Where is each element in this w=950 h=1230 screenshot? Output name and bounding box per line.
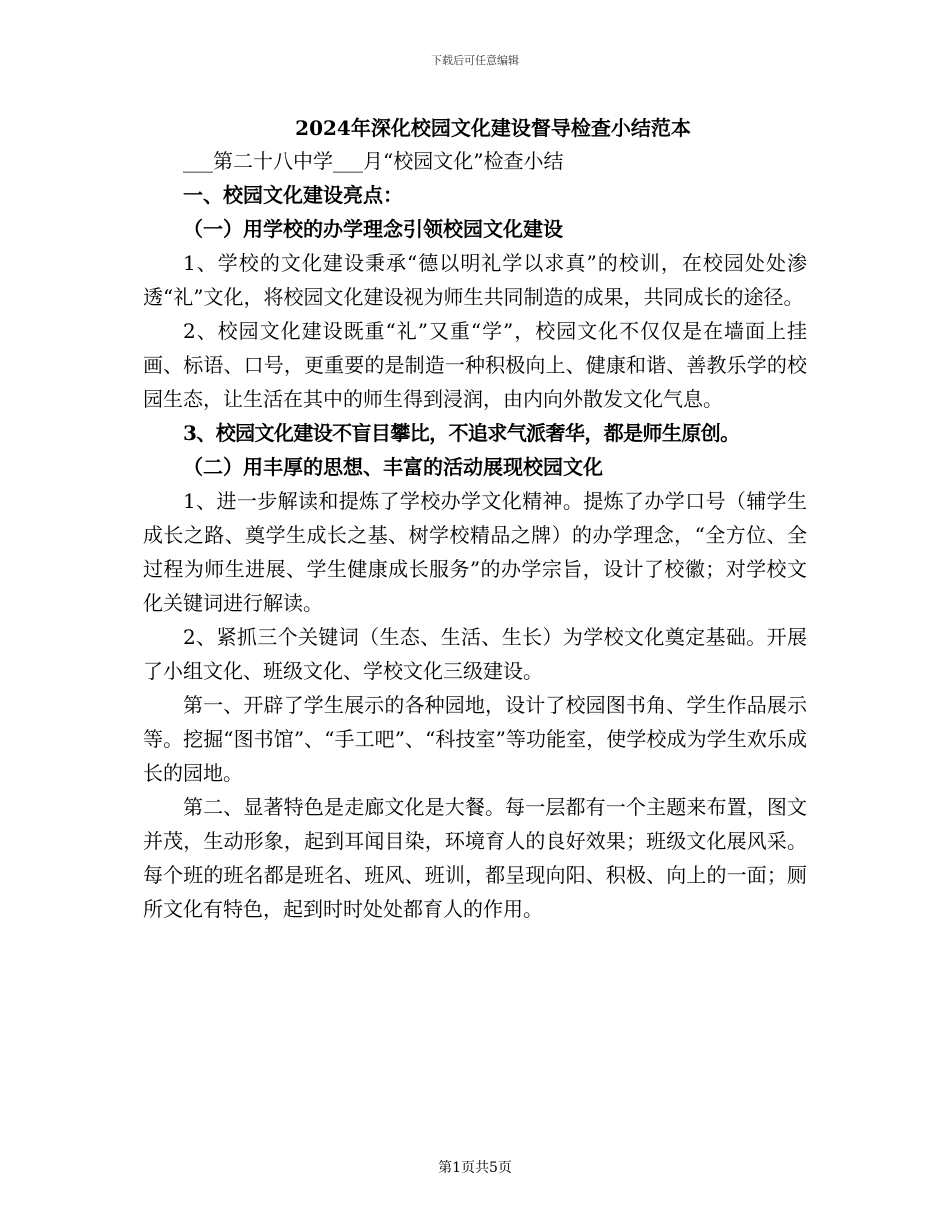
paragraph-7: 第二、显著特色是走廊文化是大餐。每一层都有一个主题来布置，图文并茂，生动形象，起到耳闻目染，环境育人的良好效果；班级文化展风采。每个班的班名都是班名、班风、班训，都呈现向阳、积极、向上的一面；厕所文化有特色，起到时时处处都育人的作用。 bbox=[143, 795, 807, 921]
subsection-heading-2: （二）用丰厚的思想、丰富的活动展现校园文化 bbox=[183, 455, 603, 479]
paragraph-6: 第一、开辟了学生展示的各种园地，设计了校园图书角、学生作品展示等。挖掘“图书馆”、“手工吧”、“科技室”等功能室，使学校成为学生欢乐成长的园地。 bbox=[143, 693, 807, 785]
paragraph-4: 1、进一步解读和提炼了学校办学文化精神。提炼了办学口号（辅学生成长之路、奠学生成长之基、树学校精品之牌）的办学理念，“全方位、全过程为师生进展、学生健康成长服务”的办学宗旨，设计了校徽；对学校文化关键词进行解读。 bbox=[143, 489, 807, 615]
page-footer: 第1页共5页 bbox=[438, 1160, 512, 1176]
document-subtitle: ___第二十八中学___月“校园文化”检查小结 bbox=[183, 149, 564, 173]
subsection-heading-1: （一）用学校的办学理念引领校园文化建设 bbox=[183, 217, 563, 241]
document-title: 2024年深化校园文化建设督导检查小结范本 bbox=[295, 116, 691, 140]
document-body bbox=[143, 112, 807, 926]
paragraph-1: 1、学校的文化建设秉承“德以明礼学以求真”的校训，在校园处处渗透“礼”文化，将校园文化建设视为师生共同制造的成果，共同成长的途径。 bbox=[143, 251, 807, 309]
paragraph-5: 2、紧抓三个关键词（生态、生活、生长）为学校文化奠定基础。开展了小组文化、班级文化、学校文化三级建设。 bbox=[143, 625, 807, 683]
page-header: 下载后可任意编辑 bbox=[431, 54, 519, 67]
section-heading-1: 一、校园文化建设亮点： bbox=[183, 183, 403, 207]
paragraph-2: 2、校园文化建设既重“礼”又重“学”，校园文化不仅仅是在墙面上挂画、标语、口号，更重要的是制造一种积极向上、健康和谐、善教乐学的校园生态，让生活在其中的师生得到浸润，由内向外散发文化气息。 bbox=[143, 319, 807, 411]
paragraph-3: 3、校园文化建设不盲目攀比，不追求气派奢华，都是师生原创。 bbox=[183, 421, 740, 445]
